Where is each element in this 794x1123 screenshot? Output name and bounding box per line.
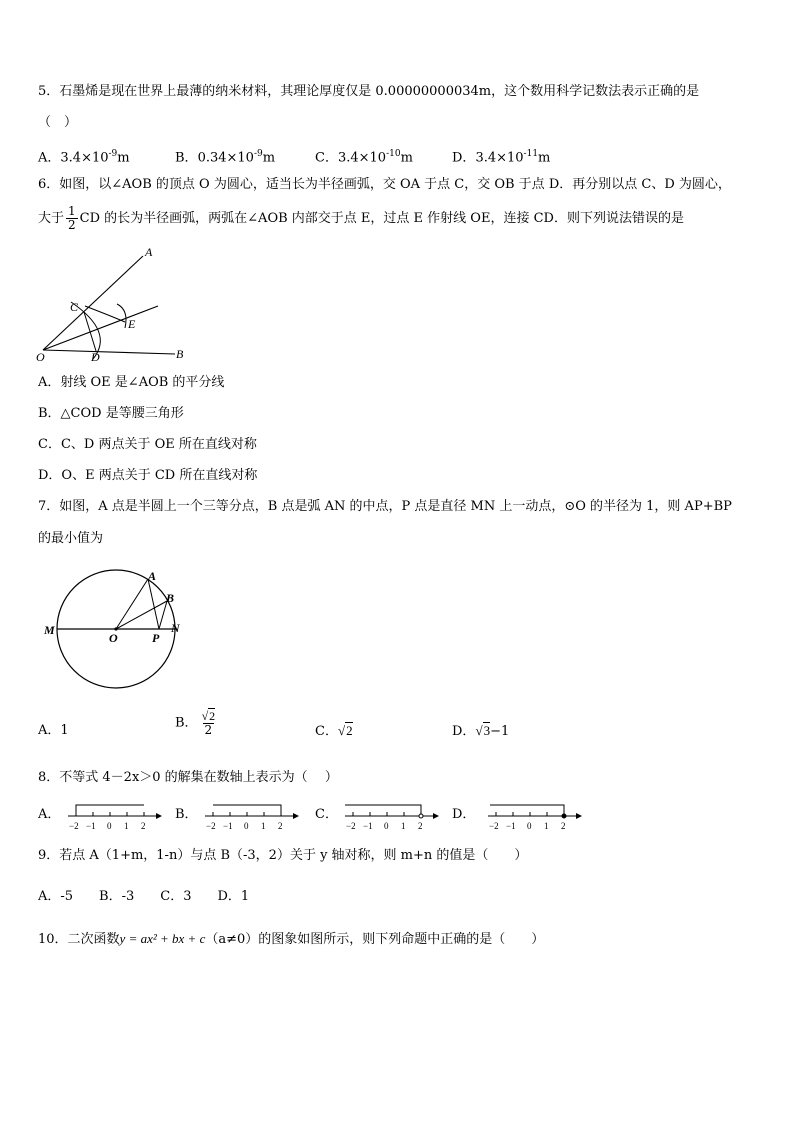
svg-text:1: 1 bbox=[261, 821, 266, 831]
q5-option-a: A．$3.4\times 10^{-9}m$ bbox=[38, 149, 130, 166]
label-m: M bbox=[44, 623, 55, 637]
q8-number-line-d bbox=[484, 800, 584, 832]
q8-option-d-letter: D． bbox=[452, 807, 476, 822]
q8-number-line-a bbox=[64, 800, 164, 832]
label-o: O bbox=[36, 350, 45, 364]
sqrt2-over-2: $\frac{√2}{2}$ bbox=[201, 709, 216, 737]
q7-circle-figure bbox=[40, 565, 200, 695]
svg-text:0: 0 bbox=[107, 821, 112, 831]
q8-stem: 8．不等式 4－2x＞0 的解集在数轴上表示为（ ） bbox=[38, 770, 338, 785]
q8-option-b-letter: B． bbox=[175, 807, 198, 822]
ray-ob bbox=[43, 350, 175, 354]
q6-stem-line1: 6．如图，以∠AOB 的顶点 O 为圆心，适当长为半径画弧，交 OA 于点 C，交 OB 于点 D．再分别以点 C、D 为圆心， bbox=[38, 177, 731, 192]
svg-text:−2: −2 bbox=[346, 821, 356, 831]
q7-option-b: B． $\frac{√2}{2}$ bbox=[175, 709, 216, 737]
label-d: D bbox=[91, 350, 100, 364]
svg-text:2: 2 bbox=[278, 821, 283, 831]
label-a: A bbox=[148, 569, 157, 583]
svg-text:−2: −2 bbox=[69, 821, 79, 831]
svg-text:2: 2 bbox=[561, 821, 566, 831]
svg-text:−1: −1 bbox=[223, 821, 233, 831]
ray-oa bbox=[43, 256, 143, 350]
svg-text:2: 2 bbox=[418, 821, 423, 831]
q6-angle-bisector-figure bbox=[33, 240, 198, 365]
label-a: A bbox=[145, 245, 153, 259]
svg-text:1: 1 bbox=[401, 821, 406, 831]
q9-stem: 9．若点 A（1+m，1-n）与点 B（-3，2）关于 y 轴对称，则 m+n 的值是（ ） bbox=[38, 848, 528, 863]
label-n: N bbox=[171, 621, 180, 635]
arc-center-d bbox=[117, 304, 126, 328]
q6-stem-line2: 大于 $\frac{1}{2}$ CD 的长为半径画弧，两弧在∠AOB 内部交于点 E，过点 E 作射线 OE，连接 CD．则下列说法错误的是 bbox=[38, 204, 684, 232]
svg-text:1: 1 bbox=[124, 821, 129, 831]
svg-text:−2: −2 bbox=[489, 821, 499, 831]
q6-option-c: C．C、D 两点关于 OE 所在直线对称 bbox=[38, 437, 257, 452]
q8-option-a-letter: A． bbox=[38, 807, 61, 822]
q5-option-d: D．$3.4\times 10^{-11}m$ bbox=[452, 149, 551, 166]
q5-stem: 5．石墨烯是现在世界上最薄的纳米材料，其理论厚度仅是 0.00000000034m，这个数用科学记数法表示正确的是 bbox=[38, 84, 700, 99]
q5-option-c: C．$3.4\times 10^{-10}m$ bbox=[315, 149, 413, 166]
q8-number-line-b bbox=[201, 800, 301, 832]
quadratic-formula: y = ax² + bx + c bbox=[119, 931, 206, 946]
q6-option-a: A．射线 OE 是∠AOB 的平分线 bbox=[38, 375, 225, 390]
q10-stem: 10．二次函数y = ax² + bx + c（a≠0）的图象如图所示，则下列命题中正确的是（ ） bbox=[38, 931, 545, 947]
label-o: O bbox=[109, 631, 118, 645]
segment-oa bbox=[116, 579, 148, 629]
svg-text:−1: −1 bbox=[506, 821, 516, 831]
svg-text:0: 0 bbox=[527, 821, 532, 831]
q8-option-c-letter: C． bbox=[315, 807, 338, 822]
q7-stem-line1: 7．如图，A 点是半圆上一个三等分点，B 点是弧 AN 的中点，P 点是直径 MN 上一动点，⊙O 的半径为 1，则 AP+BP bbox=[38, 499, 732, 514]
svg-text:1: 1 bbox=[544, 821, 549, 831]
label-p: P bbox=[152, 631, 160, 645]
svg-text:2: 2 bbox=[141, 821, 146, 831]
svg-text:−1: −1 bbox=[363, 821, 373, 831]
q8-number-line-c bbox=[341, 800, 441, 832]
q7-option-c: C．√2 bbox=[315, 723, 353, 739]
svg-text:−2: −2 bbox=[206, 821, 216, 831]
label-c: C bbox=[70, 300, 79, 314]
label-e: E bbox=[128, 317, 136, 331]
label-b: B bbox=[166, 591, 175, 605]
segment-ob bbox=[116, 601, 167, 629]
q7-stem-line2: 的最小值为 bbox=[38, 531, 104, 546]
svg-text:0: 0 bbox=[384, 821, 389, 831]
q7-option-a: A．1 bbox=[38, 723, 69, 738]
q6-option-d: D．O、E 两点关于 CD 所在直线对称 bbox=[38, 468, 258, 483]
label-b: B bbox=[176, 347, 184, 361]
q7-option-d: D．√3−1 bbox=[452, 723, 510, 739]
q5-option-b: B．$0.34\times 10^{-9}m$ bbox=[175, 149, 276, 166]
q9-options: A．-5 B．-3 C．3 D．1 bbox=[38, 889, 250, 904]
svg-text:0: 0 bbox=[244, 821, 249, 831]
q5-answer-paren: （ ） bbox=[38, 115, 78, 130]
one-half-fraction: $\frac{1}{2}$ bbox=[68, 204, 76, 232]
svg-text:−1: −1 bbox=[86, 821, 96, 831]
q6-option-b: B．△COD 是等腰三角形 bbox=[38, 406, 184, 421]
